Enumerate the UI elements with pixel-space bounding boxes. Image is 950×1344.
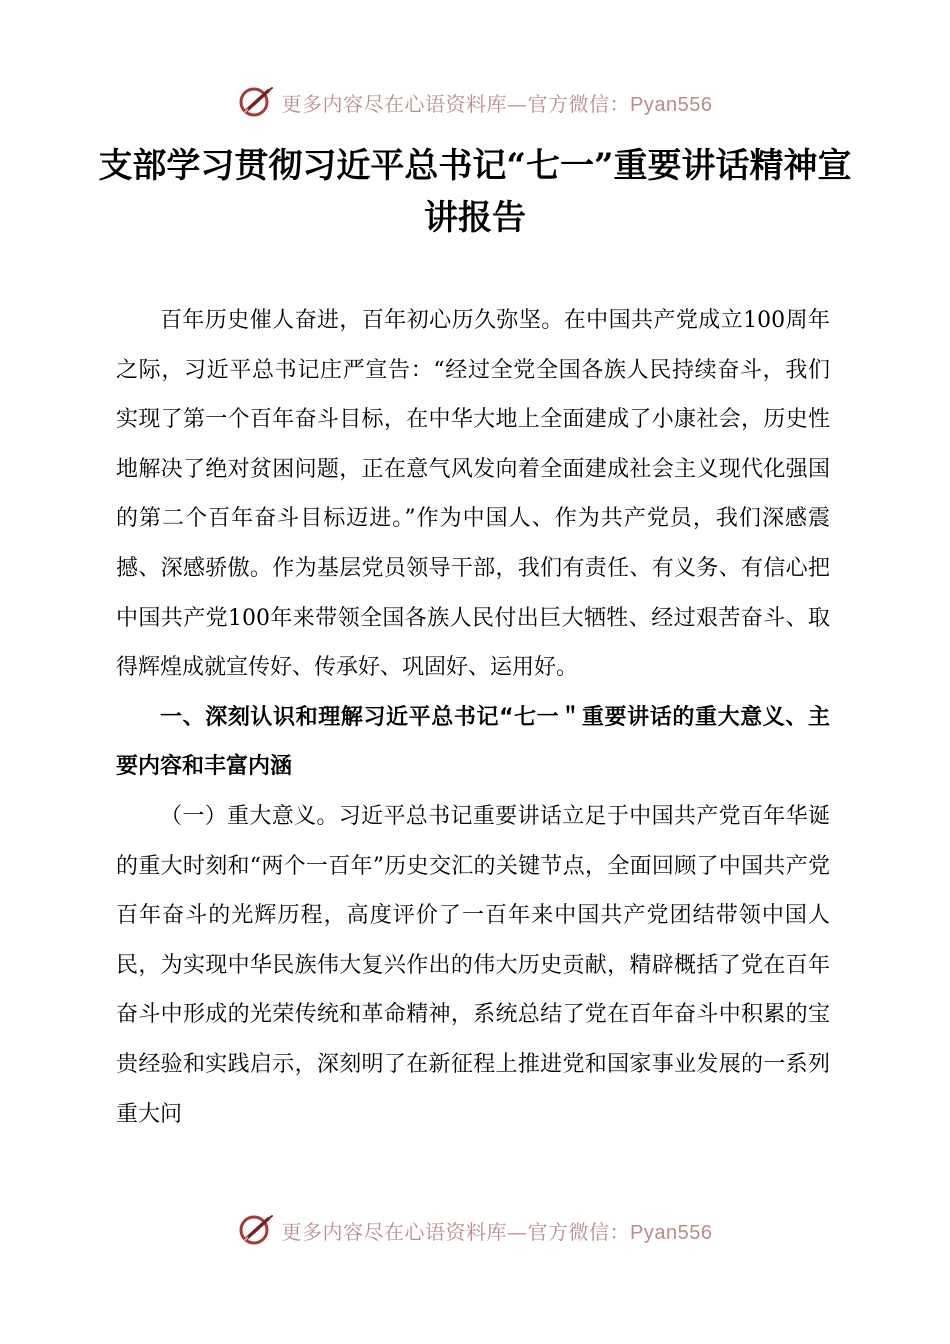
pen-circle-logo-icon bbox=[238, 85, 276, 119]
watermark-header bbox=[0, 82, 950, 122]
document-body bbox=[116, 296, 830, 1139]
intro-paragraph: 百年历史催人奋进，百年初心历久弥坚。在中国共产党成立100周年之际，习近平总书记庄严宣告：“经过全党全国各族人民持续奋斗，我们实现了第一个百年奋斗目标，在中华大地上全面建成了小康社会，历史性地解决了绝对贫困问题，正在意气风发向着全面建成社会主义现代化强国的第二个百年奋斗目标迈进。”作为中国人、作为共产党员，我们深感震撼、深感骄傲。作为基层党员领导干部，我们有责任、有义务、有信心把中国共产党100年来带领全国各族人民付出巨大牺牲、经过艰苦奋斗、取得辉煌成就宣传好、传承好、巩固好、运用好。 bbox=[116, 308, 830, 681]
pen-circle-logo-icon bbox=[238, 1213, 276, 1247]
watermark-text: 更多内容尽在心语资料库—官方微信：Pyan556 bbox=[281, 91, 713, 116]
section-1-heading: 一、深刻认识和理解习近平总书记“七一＂重要讲话的重大意义、主要内容和丰富内涵 bbox=[116, 704, 830, 780]
watermark-id: Pyan556 bbox=[630, 93, 713, 116]
watermark-text: 更多内容尽在心语资料库—官方微信：Pyan556 bbox=[281, 1219, 713, 1244]
watermark-id: Pyan556 bbox=[630, 1221, 713, 1244]
section-1-paragraph: （一）重大意义。习近平总书记重要讲话立足于中国共产党百年华诞的重大时刻和“两个一百年”历史交汇的关键节点，全面回顾了中国共产党百年奋斗的光辉历程，高度评价了一百年来中国共产党团结带领中国人民，为实现中华民族伟大复兴作出的伟大历史贡献，精辟概括了党在百年奋斗中形成的光荣传统和革命精神，系统总结了党在百年奋斗中积累的宝贵经验和实践启示，深刻明了在新征程上推进党和国家事业发展的一系列重大问 bbox=[116, 803, 830, 1127]
watermark-footer bbox=[0, 1210, 950, 1250]
document-title: 支部学习贯彻习近平总书记“七一”重要讲话精神宣讲报告 bbox=[98, 146, 852, 238]
